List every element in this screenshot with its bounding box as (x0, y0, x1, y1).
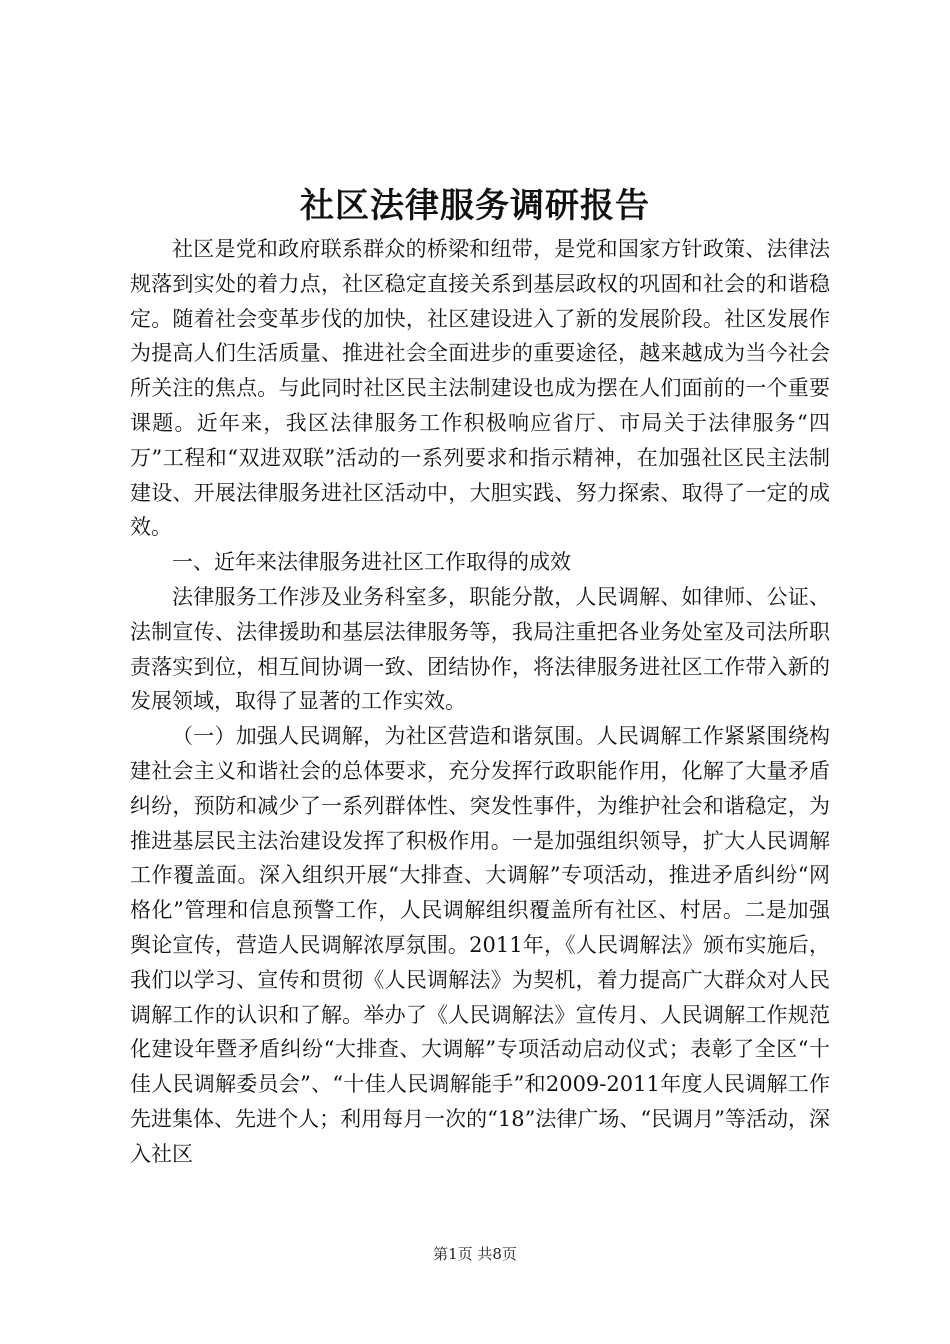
document-title: 社区法律服务调研报告 (300, 186, 650, 226)
paragraph-intro: 社区是党和政府联系群众的桥梁和纽带，是党和国家方针政策、法律法规落到实处的着力点，社区稳定直接关系到基层政权的巩固和社会的和谐稳定。随着社会变革步伐的加快，社区建设进入了新的发展阶段。社区发展作为提高人们生活质量、推进社会全面进步的重要途径，越来越成为当今社会所关注的焦点。与此同时社区民主法制建设也成为摆在人们面前的一个重要课题。近年来，我区法律服务工作积极响应省厅、市局关于法律服务“四万”工程和“双进双联”活动的一系列要求和指示精神，在加强社区民主法制建设、开展法律服务进社区活动中，大胆实践、努力探索、取得了一定的成效。 (130, 237, 830, 540)
page-footer: 第1页 共8页 (433, 1245, 517, 1263)
paragraph-mediation: （一）加强人民调解，为社区营造和谐氛围。人民调解工作紧紧围绕构建社会主义和谐社会的总体要求，充分发挥行政职能作用，化解了大量矛盾纠纷，预防和减少了一系列群体性、突发性事件，为维护社会和谐稳定，为推进基层民主法治建设发挥了积极作用。一是加强组织领导，扩大人民调解工作覆盖面。深入组织开展“大排查、大调解”专项活动，推进矛盾纠纷“网格化”管理和信息预警工作，人民调解组织覆盖所有社区、村居。二是加强舆论宣传，营造人民调解浓厚氛围。2011年，《人民调解法》颁布实施后，我们以学习、宣传和贯彻《人民调解法》为契机，着力提高广大群众对人民调解工作的认识和了解。举办了《人民调解法》宣传月、人民调解工作规范化建设年暨矛盾纠纷“大排查、大调解”专项活动启动仪式；表彰了全区“十佳人民调解委员会”、“十佳人民调解能手”和2009-2011年度人民调解工作先进集体、先进个人；利用每月一次的“18”法律广场、“民调月”等活动，深入社区 (130, 724, 830, 1166)
document-body (130, 232, 830, 1172)
section-heading: 一、近年来法律服务进社区工作取得的成效 (172, 550, 571, 575)
paragraph-overview: 法律服务工作涉及业务科室多，职能分散，人民调解、如律师、公证、法制宣传、法律援助和基层法律服务等，我局注重把各业务处室及司法所职责落实到位，相互间协调一致、团结协作，将法律服务进社区工作带入新的发展领域，取得了显著的工作实效。 (130, 584, 830, 714)
